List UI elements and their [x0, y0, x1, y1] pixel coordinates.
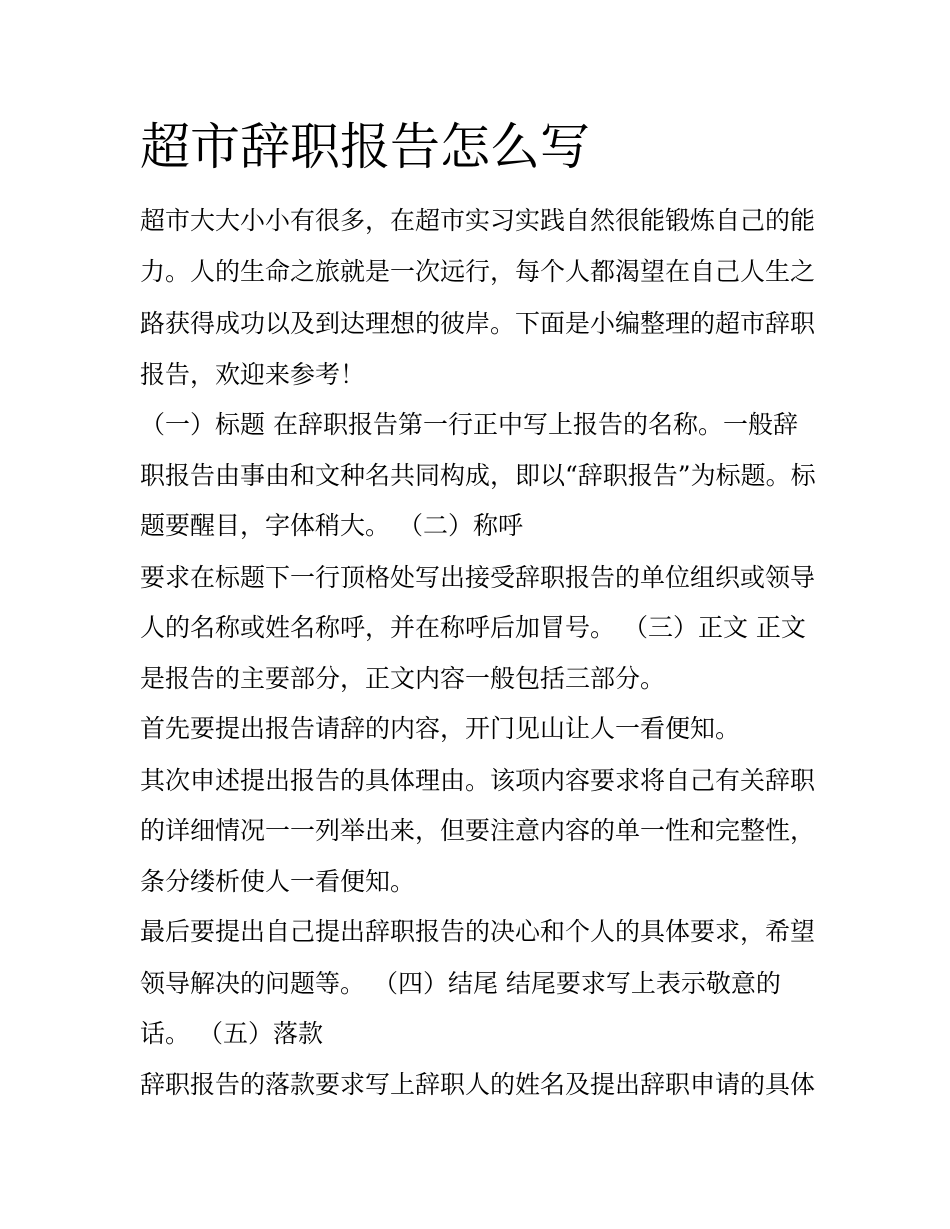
body-line: 力。人的生命之旅就是一次远行，每个人都渴望在自己人生之	[140, 257, 816, 286]
body-line: 路获得成功以及到达理想的彼岸。下面是小编整理的超市辞职	[140, 309, 816, 338]
body-line: 是报告的主要部分，正文内容一般包括三部分。	[140, 664, 666, 693]
body-line: 题要醒目，字体稍大。 （二）称呼	[140, 511, 523, 540]
body-line: 其次申述提出报告的具体理由。该项内容要求将自己有关辞职	[140, 766, 816, 795]
body-line: 职报告由事由和文种名共同构成，即以“辞职报告”为标题。标	[140, 461, 816, 490]
body-line: 人的名称或姓名称呼，并在称呼后加冒号。 （三）正文 正文	[140, 613, 806, 642]
body-line: 最后要提出自己提出辞职报告的决心和个人的具体要求，希望	[140, 917, 816, 946]
body-line: 首先要提出报告请辞的内容，开门见山让人一看便知。	[140, 714, 741, 743]
body-line: 领导解决的问题等。 （四）结尾 结尾要求写上表示敬意的	[140, 969, 781, 998]
body-line: 报告，欢迎来参考！	[140, 360, 366, 389]
body-line: 要求在标题下一行顶格处写出接受辞职报告的单位组织或领导	[140, 563, 816, 592]
body-line: （一）标题 在辞职报告第一行正中写上报告的名称。一般辞	[140, 410, 798, 439]
body-line: 超市大大小小有很多，在超市实习实践自然很能锻炼自己的能	[140, 206, 816, 235]
document-title: 超市辞职报告怎么写	[140, 118, 590, 176]
body-line: 条分缕析使人一看便知。	[140, 867, 416, 896]
body-line: 辞职报告的落款要求写上辞职人的姓名及提出辞职申请的具体	[140, 1070, 816, 1099]
body-line: 的详细情况一一列举出来，但要注意内容的单一性和完整性，	[140, 816, 816, 845]
body-line: 话。 （五）落款	[140, 1019, 323, 1048]
